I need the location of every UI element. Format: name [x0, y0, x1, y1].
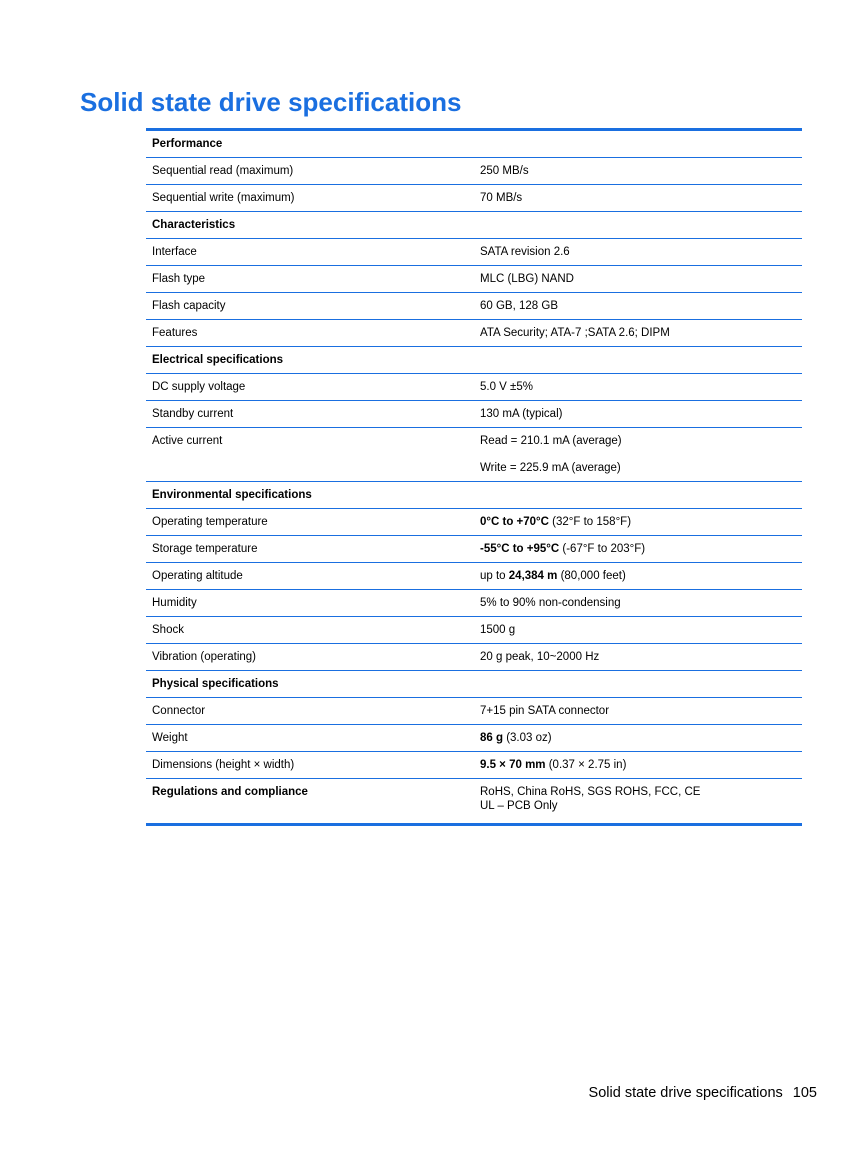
section-header-performance [146, 131, 802, 158]
spec-value: ATA Security; ATA-7 ;SATA 2.6; DIPM [480, 327, 670, 339]
spec-value-rest: (80,000 feet) [557, 570, 626, 582]
spec-value-line: Write = 225.9 mA (average) [480, 462, 621, 474]
spec-value [474, 779, 802, 819]
section-title: Regulations and compliance [152, 786, 308, 798]
table-row [146, 752, 802, 779]
spec-table [146, 128, 802, 826]
section-title: Physical specifications [152, 678, 279, 690]
spec-label: DC supply voltage [152, 381, 246, 393]
spec-label: Storage temperature [152, 543, 258, 555]
spec-label: Features [152, 327, 198, 339]
spec-value: 7+15 pin SATA connector [480, 705, 610, 717]
spec-label: Active current [152, 435, 223, 447]
table-row [146, 266, 802, 293]
section-header-electrical [146, 347, 802, 374]
table-row [146, 617, 802, 644]
section-title: Electrical specifications [152, 354, 284, 366]
spec-value-line: Read = 210.1 mA (average) [480, 435, 622, 447]
table-row [146, 536, 802, 563]
table-row [146, 644, 802, 671]
section-header-regulations [146, 779, 802, 823]
spec-value [474, 428, 802, 481]
table-row [146, 698, 802, 725]
spec-label: Vibration (operating) [152, 651, 256, 663]
spec-value-bold: 0°C to +70°C [480, 516, 549, 528]
section-title: Characteristics [152, 219, 236, 231]
spec-value-rest: (0.37 × 2.75 in) [545, 759, 627, 771]
spec-label: Sequential read (maximum) [152, 165, 294, 177]
spec-label: Shock [152, 624, 184, 636]
spec-value: SATA revision 2.6 [480, 246, 570, 258]
spec-value [474, 563, 802, 589]
spec-label: Interface [152, 246, 197, 258]
spec-value-line: RoHS, China RoHS, SGS ROHS, FCC, CE [480, 786, 701, 798]
spec-value-rest: (-67°F to 203°F) [559, 543, 646, 555]
section-title: Environmental specifications [152, 489, 312, 501]
spec-value: 5% to 90% non-condensing [480, 597, 621, 609]
spec-value-pre: up to [480, 570, 509, 582]
spec-value: 20 g peak, 10~2000 Hz [480, 651, 600, 663]
table-row [146, 374, 802, 401]
spec-value [474, 536, 802, 562]
table-row [146, 563, 802, 590]
page-title: Solid state drive specifications [80, 87, 462, 117]
section-header-characteristics [146, 212, 802, 239]
spec-value-bold: -55°C to +95°C [480, 543, 560, 555]
spec-value-rest: (3.03 oz) [503, 732, 552, 744]
spec-label: Standby current [152, 408, 234, 420]
spec-label: Flash type [152, 273, 206, 285]
page-number: 105 [792, 1085, 817, 1101]
table-row [146, 239, 802, 266]
spec-value: 60 GB, 128 GB [480, 300, 558, 312]
spec-label: Operating temperature [152, 516, 268, 528]
table-row [146, 401, 802, 428]
spec-value [474, 509, 802, 535]
spec-value [474, 752, 802, 778]
spec-value: 5.0 V ±5% [480, 381, 533, 393]
section-header-environmental [146, 482, 802, 509]
section-header-physical [146, 671, 802, 698]
spec-value: 70 MB/s [480, 192, 523, 204]
table-row [146, 725, 802, 752]
footer-section-title: Solid state drive specifications [588, 1085, 783, 1101]
spec-value-rest: (32°F to 158°F) [548, 516, 632, 528]
page-footer [589, 1085, 817, 1101]
table-row [146, 158, 802, 185]
table-row [146, 185, 802, 212]
spec-label: Weight [152, 732, 188, 744]
spec-label: Sequential write (maximum) [152, 192, 295, 204]
section-title: Performance [152, 138, 223, 150]
spec-value: MLC (LBG) NAND [480, 273, 574, 285]
spec-label: Operating altitude [152, 570, 243, 582]
table-row [146, 293, 802, 320]
table-row [146, 590, 802, 617]
table-row [146, 509, 802, 536]
table-row [146, 320, 802, 347]
spec-value [474, 725, 802, 751]
spec-label: Dimensions (height × width) [152, 759, 295, 771]
spec-value-bold: 9.5 × 70 mm [480, 759, 546, 771]
table-row [146, 428, 802, 482]
spec-label: Flash capacity [152, 300, 226, 312]
spec-value: 250 MB/s [480, 165, 529, 177]
spec-value: 1500 g [480, 624, 516, 636]
spec-label: Connector [152, 705, 206, 717]
spec-value-line: UL – PCB Only [480, 800, 558, 812]
spec-value-bold: 24,384 m [508, 570, 558, 582]
spec-label: Humidity [152, 597, 197, 609]
spec-value: 130 mA (typical) [480, 408, 563, 420]
spec-value-bold: 86 g [480, 732, 504, 744]
